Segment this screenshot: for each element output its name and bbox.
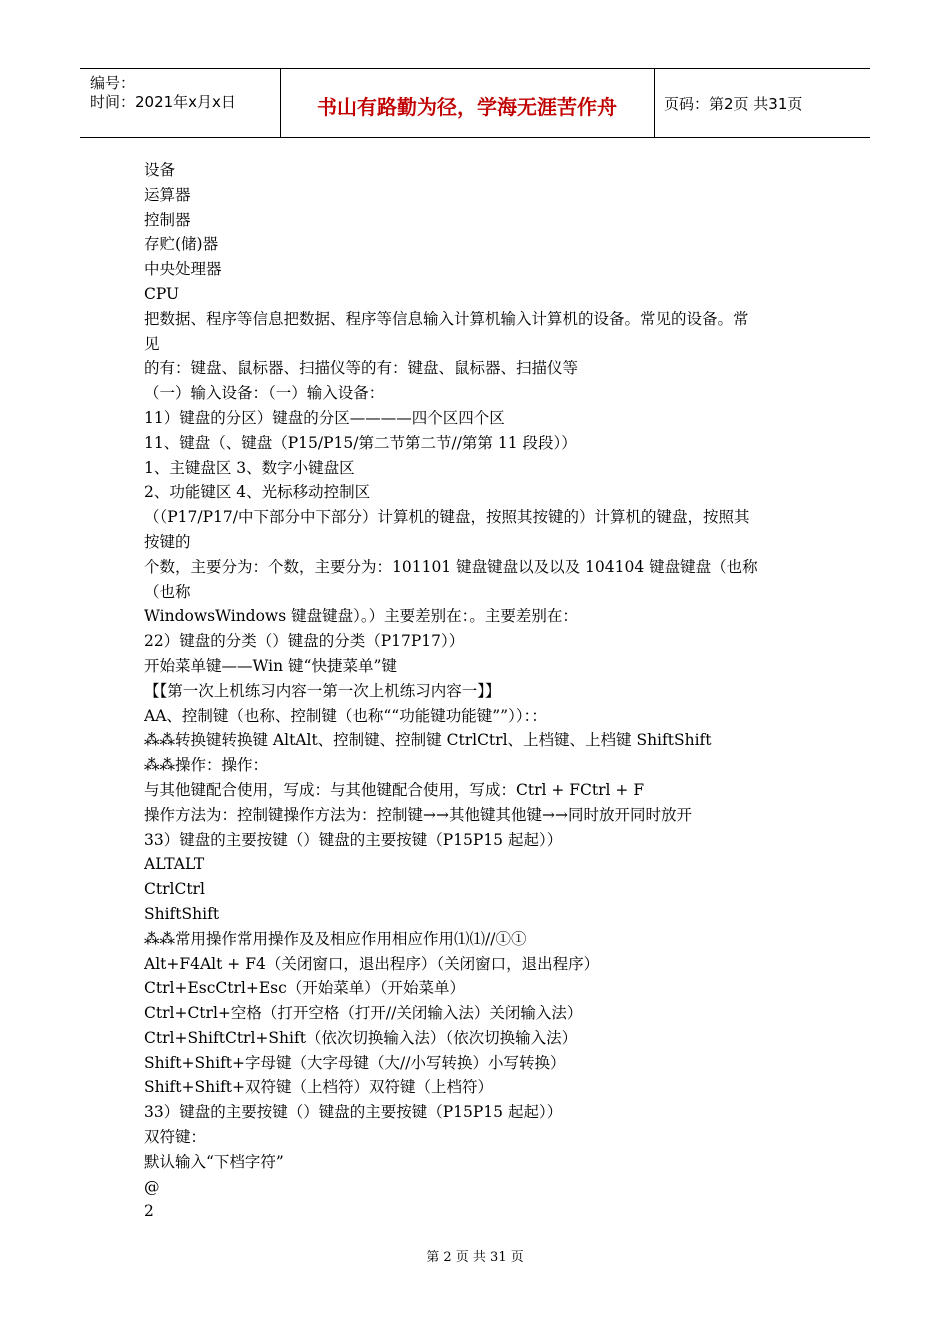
- text-line: 1、主键盘区 3、数字小键盘区: [144, 458, 355, 477]
- text-line: CPU: [144, 284, 180, 303]
- text-line: （一）输入设备：（一）输入设备：: [144, 384, 385, 403]
- header-meta-cell: [80, 69, 281, 137]
- page-header: [80, 68, 870, 138]
- text-line: ShiftShift: [144, 904, 220, 923]
- text-line: 操作方法为：控制键操作方法为：控制键→→其他键其他键→→同时放开同时放开: [144, 805, 692, 824]
- text-line: 开始菜单键——Win 键“快捷菜单”键: [144, 656, 397, 675]
- text-line: 默认输入“下档字符”: [144, 1152, 284, 1171]
- text-line: Ctrl+Ctrl+空格（打开空格（打开//关闭输入法）关闭输入法）: [144, 1004, 583, 1023]
- text-line: 33）键盘的主要按键（）键盘的主要按键（P15P15 起起））: [144, 830, 563, 849]
- text-line: 2、功能键区 4、光标移动控制区: [144, 483, 371, 502]
- text-line: 11）键盘的分区）键盘的分区————四个区四个区: [144, 408, 505, 427]
- text-line: 控制器: [144, 210, 191, 229]
- text-line: 11、键盘（、键盘（P15/P15/第二节第二节//第第 11 段段））: [144, 433, 577, 452]
- header-motto-cell: [280, 69, 655, 137]
- text-line: ⁂⁂常用操作常用操作及及相应作用相应作用⑴⑴//①①: [144, 929, 527, 948]
- number-label: 编号：: [90, 74, 136, 92]
- text-line: Alt+F4Alt + F4（关闭窗口，退出程序）（关闭窗口，退出程序）: [144, 954, 600, 973]
- text-line: 中央处理器: [144, 260, 222, 279]
- text-line: Shift+Shift+字母键（大字母键（大//小写转换）小写转换）: [144, 1053, 566, 1072]
- text-line: Ctrl+EscCtrl+Esc（开始菜单）（开始菜单）: [144, 979, 466, 998]
- text-line: 的有：键盘、鼠标器、扫描仪等的有：键盘、鼠标器、扫描仪等: [144, 359, 579, 378]
- text-line: （也称: [144, 582, 191, 601]
- text-line: 2: [144, 1202, 154, 1221]
- text-line: 22）键盘的分类（）键盘的分类（P17P17））: [144, 632, 465, 651]
- text-line: 存贮(储)器: [144, 235, 219, 254]
- text-line: 与其他键配合使用，写成：与其他键配合使用，写成：Ctrl + FCtrl + F: [144, 780, 645, 799]
- motto: 书山有路勤为径，学海无涯苦作舟: [317, 95, 617, 119]
- text-line: 见: [144, 334, 160, 353]
- text-line: 33）键盘的主要按键（）键盘的主要按键（P15P15 起起））: [144, 1103, 563, 1122]
- text-line: 把数据、程序等信息把数据、程序等信息输入计算机输入计算机的设备。常见的设备。常: [144, 309, 749, 328]
- text-line: WindowsWindows 键盘键盘）。）主要差别在：。主要差别在：: [144, 607, 578, 626]
- text-line: 运算器: [144, 185, 191, 204]
- page-label: 页码：第2页 共31页: [664, 95, 803, 113]
- text-line: 【【第一次上机练习内容一第一次上机练习内容一】】: [144, 681, 501, 700]
- document-body: [144, 158, 814, 1224]
- time-label: 时间：2021年x月x日: [90, 93, 236, 111]
- text-line: 双符键：: [144, 1128, 207, 1147]
- text-line: Ctrl+ShiftCtrl+Shift（依次切换输入法）（依次切换输入法）: [144, 1028, 578, 1047]
- text-line: ⁂⁂转换键转换键 AltAlt、控制键、控制键 CtrlCtrl、上档键、上档键 ShiftShift: [144, 731, 712, 750]
- text-line: Shift+Shift+双符键（上档符）双符键（上档符）: [144, 1078, 494, 1097]
- text-line: CtrlCtrl: [144, 880, 205, 899]
- text-line: 个数，主要分为：个数，主要分为：101101 键盘键盘以及以及 104104 键盘键盘（也称: [144, 557, 758, 576]
- header-page-cell: [654, 69, 870, 137]
- text-line: @: [144, 1177, 160, 1196]
- text-line: （（P17/P17/中下部分中下部分）计算机的键盘，按照其按键的）计算机的键盘，按照其: [144, 508, 750, 527]
- page-footer: 第 2 页 共 31 页: [426, 1250, 524, 1265]
- text-line: 按键的: [144, 532, 191, 551]
- text-line: 设备: [144, 161, 176, 179]
- text-line: AA、控制键（也称、控制键（也称““功能键功能键””））：：: [144, 706, 547, 725]
- text-line: ⁂⁂操作：操作：: [144, 756, 269, 775]
- text-line: ALTALT: [144, 855, 205, 874]
